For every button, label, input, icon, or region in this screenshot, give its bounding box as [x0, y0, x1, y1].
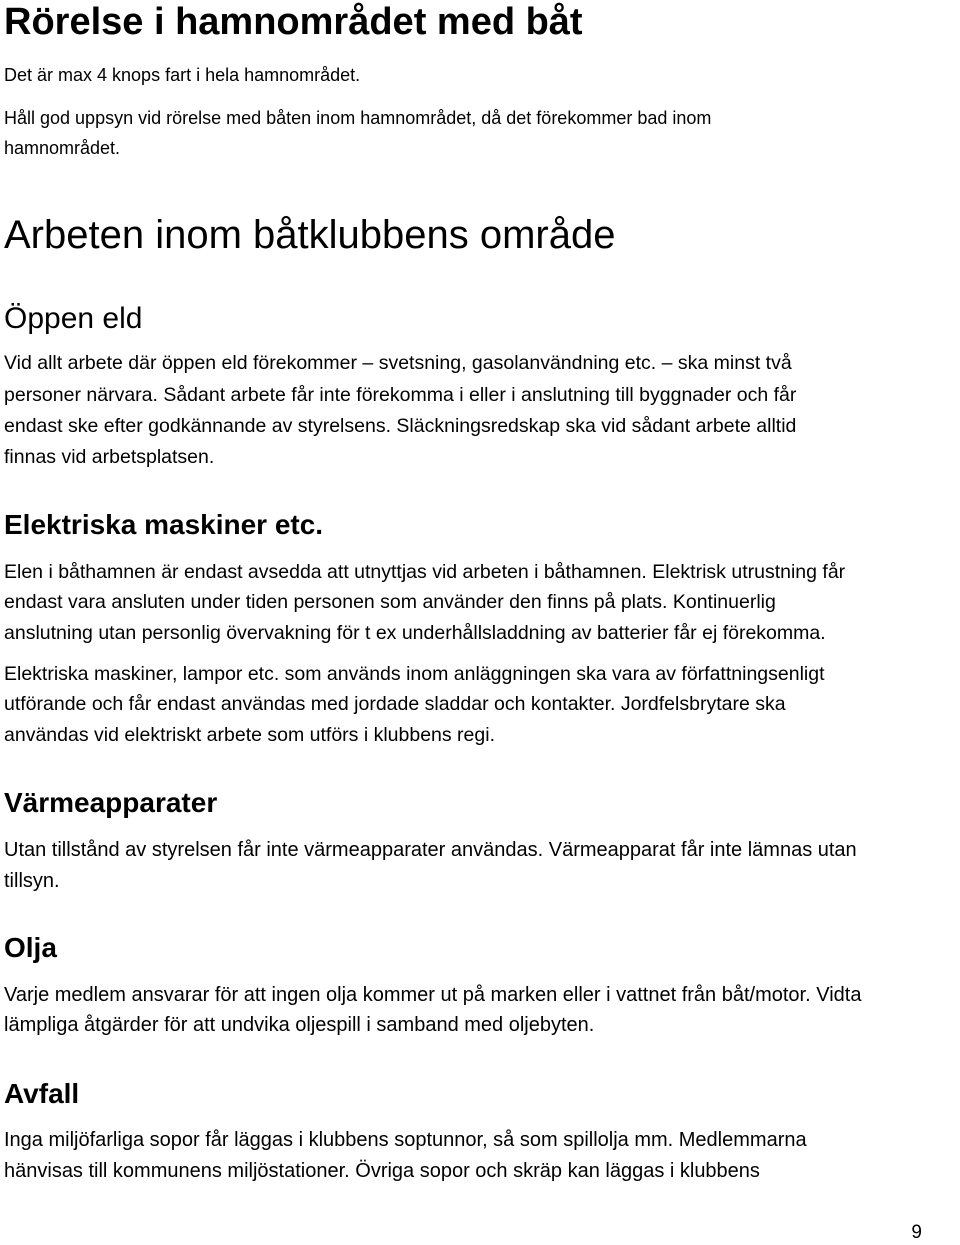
electrical-p2-line-3: användas vid elektriskt arbete som utförs i klubbens regi.	[4, 724, 495, 746]
electrical-p2-line-1: Elektriska maskiner, lampor etc. som används inom anläggningen ska vara av författningsenligt	[4, 663, 825, 685]
page-number: 9	[911, 1222, 922, 1243]
heading-harbor-movement: Rörelse i hamnområdet med båt	[4, 1, 583, 43]
open-fire-line-4: finnas vid arbetsplatsen.	[4, 446, 215, 468]
electrical-p2-line-2: utförande och får endast användas med jordade sladdar och kontakter. Jordfelsbrytare ska	[4, 693, 786, 715]
heading-waste: Avfall	[4, 1078, 80, 1109]
heaters-line-1: Utan tillstånd av styrelsen får inte värmeapparater användas. Värmeapparat får inte lämnas utan	[4, 839, 857, 861]
electrical-p1-line-3: anslutning utan personlig övervakning för t ex underhållsladdning av batterier får ej förekomma.	[4, 622, 826, 644]
harbor-line-2: Håll god uppsyn vid rörelse med båten inom hamnområdet, då det förekommer bad inom	[4, 108, 712, 128]
heading-oil: Olja	[4, 932, 57, 963]
oil-line-1: Varje medlem ansvarar för att ingen olja kommer ut på marken eller i vattnet från båt/motor. Vidta	[4, 984, 862, 1006]
heading-heaters: Värmeapparater	[4, 787, 218, 818]
harbor-line-3: hamnområdet.	[4, 138, 121, 158]
heading-work-area: Arbeten inom båtklubbens område	[4, 213, 616, 257]
electrical-p1-line-2: endast vara ansluten under tiden personen som använder den finns på plats. Kontinuerlig	[4, 591, 776, 613]
harbor-line-1: Det är max 4 knops fart i hela hamnområdet.	[4, 65, 361, 85]
heading-electrical: Elektriska maskiner etc.	[4, 509, 324, 540]
waste-line-1: Inga miljöfarliga sopor får läggas i klubbens soptunnor, så som spillolja mm. Medlemmarna	[4, 1129, 807, 1151]
heaters-line-2: tillsyn.	[4, 870, 60, 892]
open-fire-line-1: Vid allt arbete där öppen eld förekommer – svetsning, gasolanvändning etc. – ska minst två	[4, 352, 792, 374]
waste-line-2: hänvisas till kommunens miljöstationer. Övriga sopor och skräp kan läggas i klubbens	[4, 1160, 760, 1182]
electrical-p1-line-1: Elen i båthamnen är endast avsedda att utnyttjas vid arbeten i båthamnen. Elektrisk utrustning får	[4, 561, 846, 583]
oil-line-2: lämpliga åtgärder för att undvika oljespill i samband med oljebyten.	[4, 1014, 595, 1036]
open-fire-line-2: personer närvara. Sådant arbete får inte förekomma i eller i anslutning till byggnader och får	[4, 384, 797, 406]
heading-open-fire: Öppen eld	[4, 302, 143, 335]
open-fire-line-3: endast ske efter godkännande av styrelsens. Släckningsredskap ska vid sådant arbete alltid	[4, 415, 797, 437]
